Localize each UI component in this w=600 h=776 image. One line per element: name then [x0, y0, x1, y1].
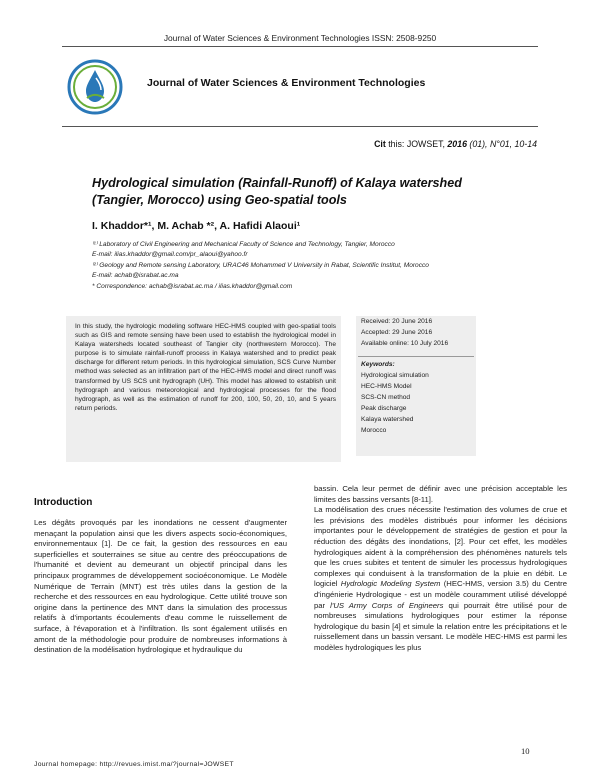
keywords-heading: Keywords: — [361, 361, 395, 368]
affiliation-1: ⁽¹⁾ Laboratory of Civil Engineering and Mechanical Faculty of Science and Technology, Tangier, Morocco — [92, 241, 395, 248]
keyword-item: Hydrological simulation — [361, 372, 429, 379]
received-date: Received: 20 June 2016 — [361, 318, 433, 325]
keyword-item: HEC-HMS Model — [361, 383, 412, 390]
abstract-text: In this study, the hydrologic modeling software HEC-HMS coupled with geo-spatial tools such as GIS and remote sensing have been used to establish the hydrological model in Kalaya watersheds located southeast of Tangier city (northwestern Morocco). The purpose is to simulate rainfall-runoff process in Kalaya watershed and to predict peak discharge for different return periods. In this hydrological simulation, SCS Curve Number method was selected as an infiltration part of the HEC-HMS model and direct runoff was transformed by US SCS unit hydrograph (UH). This model has allowed to establish unit hydrograph and various meteorological and hydrological processes for the flood hydrograph, as well as the estimation of runoff for 200, 100, 50, 20, 10, and 5 years return periods. — [75, 323, 336, 412]
header-rule-bottom — [62, 126, 538, 127]
author-list: I. Khaddor*¹, M. Achab *², A. Hafidi Alaoui¹ — [92, 220, 301, 232]
accepted-date: Accepted: 29 June 2016 — [361, 329, 433, 336]
intro-paragraph: bassin. Cela leur permet de définir avec une précision acceptable les limites des bassins versants [8-11]. — [314, 484, 567, 504]
running-head: Journal of Water Sciences & Environment Technologies ISSN: 2508-9250 — [163, 33, 437, 43]
paper-title: Hydrological simulation (Rainfall-Runoff) of Kalaya watershed (Tangier, Morocco) using Geo-spatial tools — [92, 176, 462, 207]
introduction-heading: Introduction — [34, 497, 93, 508]
keyword-item: Peak discharge — [361, 405, 407, 412]
intro-right-column — [314, 484, 567, 654]
affiliation-2: ⁽²⁾ Geology and Remote sensing Laboratory, URAC46 Mohammed V University in Rabat, Scientific Institut, Morocco — [92, 262, 429, 269]
intro-paragraph-2: La modélisation des crues nécessite l'estimation des volumes de crue et les prévisions des modèles distribués pour informer les décisions importantes pour le développement de stratégies de gestion et pour la réduction des dégâts des inondations, [2]. Pour cet effet, les modèles hydrologiques aident à la compréhension des phénomènes naturels tels que les crues subites et tentent de simuler les processus hydrologiques complexes qui conduisent à la transformation de la pluie en débit. Le logiciel Hydrologic Modeling System (HEC-HMS, version 3.5) du Centre d'ingénierie Hydrologique - est un modèle couramment utilisé développé par l'US Army Corps of Engineers qui pourrait être utilisé pour de nombreuses simulations hydrologiques pour estimer la réponse hydrologique du basin [4] et simule la relation entre les précipitations et le ruissellement dans un bassin versant. Le modèle HEC-HMS est parmi les modèles hydrologiques les plus — [314, 505, 568, 652]
keyword-item: SCS-CN method — [361, 394, 411, 401]
page-number: 10 — [521, 746, 530, 756]
citation-text-b: (01), N°01, 10-14 — [466, 139, 537, 149]
citation — [374, 139, 537, 149]
citation-year: 2016 — [447, 139, 467, 149]
citation-label: Cit — [374, 139, 386, 149]
correspondence: * Correspondence: achab@israbat.ac.ma / ilias.khaddor@gmail.com — [92, 283, 293, 290]
keywords-rule — [358, 356, 474, 357]
intro-paragraph: Les dégâts provoqués par les inondations ne cessent d'augmenter menaçant la population ainsi que les divers aspects socio-économiques, environnementaux [1]. De ce fait, la gestion des ressources en eau superficielles et souterraines se situe au centre des préoccupations de l'humanité et devient au demeurant un objectif principal dans les principaux programmes de développement socioéconomique. Le Modèle Numérique de Terrain (MNT) est très utiles dans la gestion de la recherche et des ressources en eau hydrologique. Cette utilité trouve son origine dans la pertinence des MNT dans la simulation des processus relatifs à d'importants écoulements d'eau comme le ruissellement de surface, à l'évaporation et à l'infiltration. Ils sont également utilisés en amont de la méthodologie pour produire de nombreuses informations à destination de la modélisation hydrologique et hydraulique du — [34, 518, 287, 655]
journal-title: Journal of Water Sciences & Environment Technologies — [147, 77, 426, 89]
journal-homepage-footer: Journal homepage: http://revues.imist.ma/?journal=JOWSET — [34, 761, 234, 768]
keyword-item: Morocco — [361, 427, 387, 434]
citation-text-a: this: JOWSET, — [385, 139, 448, 149]
journal-logo-icon — [66, 58, 124, 116]
affiliation-1-email: E-mail: ilias.khaddor@gmail.com/pr_alaoui@yahoo.fr — [92, 251, 248, 258]
header-rule — [62, 46, 538, 47]
available-date: Available online: 10 July 2016 — [361, 340, 449, 347]
intro-left-column — [34, 518, 287, 656]
affiliation-2-email: E-mail: achab@israbat.ac.ma — [92, 272, 179, 279]
keyword-item: Kalaya watershed — [361, 416, 414, 423]
